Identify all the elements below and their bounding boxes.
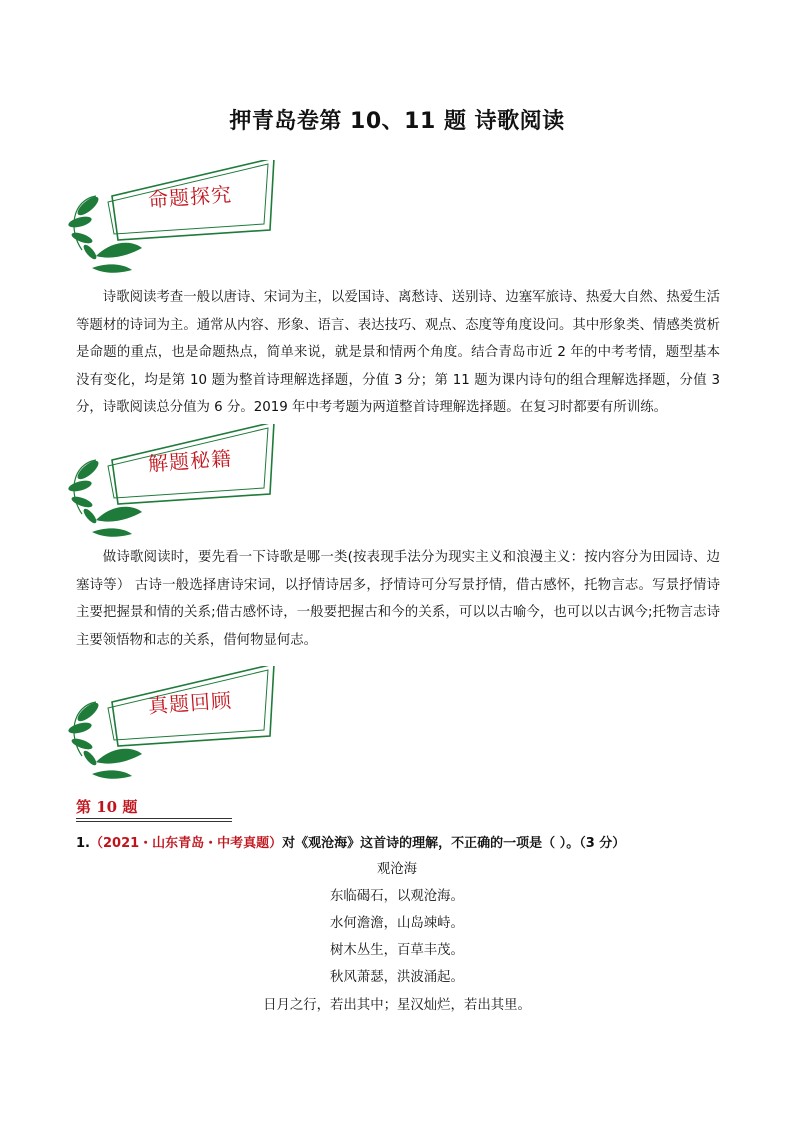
paragraph-jieti: 做诗歌阅读时，要先看一下诗歌是哪一类(按表现手法分为现实主义和浪漫主义：按内容分为田园诗、边塞诗等） 古诗一般选择唐诗宋词，以抒情诗居多，抒情诗可分写景抒情，借古感怀，托物言志。写景抒情诗主要把握景和情的关系;借古感怀诗，一般要把握古和今的关系，可以以古喻今，也可以以古讽今;托物言志诗主要领悟物和志的关系，借何物显何志。 (76, 550, 720, 648)
poem-line: 秋风萧瑟，洪波涌起。 (330, 970, 464, 985)
poem-line: 日月之行，若出其中；星汉灿烂，若出其里。 (263, 998, 531, 1013)
section-heading-q10: 第 10 题 (76, 798, 138, 816)
question-1 (76, 834, 756, 854)
banner-label-zhenti: 真题回顾 (147, 688, 233, 718)
section-rule (76, 821, 232, 822)
poem-line: 东临碣石，以观沧海。 (330, 889, 464, 904)
banner-2 (62, 424, 292, 544)
section-rule (76, 818, 232, 819)
banner-label-mingti: 命题探究 (147, 182, 233, 212)
poem-title: 观沧海 (376, 862, 418, 877)
paragraph-mingti: 诗歌阅读考查一般以唐诗、宋词为主，以爱国诗、离愁诗、送别诗、边塞军旅诗、热爱大自然、热爱生活等题材的诗词为主。通常从内容、形象、语言、表达技巧、观点、态度等角度设问。其中形象类、情感类赏析是命题的重点，也是命题热点，简单来说，就是景和情两个角度。结合青岛市近 2 年的中考考情，题型基本没有变化，均是第 10 题为整首诗理解选择题，分值 3 分；第 11 题为课内诗句的组合理解选择题，分值 3 分，诗歌阅读总分值为 6 分。2019 年中考考题为两道整首诗理解选择题。在复习时都要有所训练。 (76, 290, 720, 415)
banner-1 (62, 160, 292, 280)
banner-3 (62, 666, 292, 786)
poem-line: 树木丛生，百草丰茂。 (330, 943, 464, 958)
question-source: （2021・山东青岛・中考真题） (89, 836, 283, 851)
banner-label-jieti: 解题秘籍 (147, 446, 233, 476)
page-title: 押青岛卷第 10、11 题 诗歌阅读 (229, 109, 565, 134)
poem-line: 水何澹澹，山岛竦峙。 (330, 916, 464, 931)
question-text: 对《观沧海》这首诗的理解，不正确的一项是（ ）。（3 分） (282, 836, 626, 851)
question-number: 1. (76, 836, 90, 851)
